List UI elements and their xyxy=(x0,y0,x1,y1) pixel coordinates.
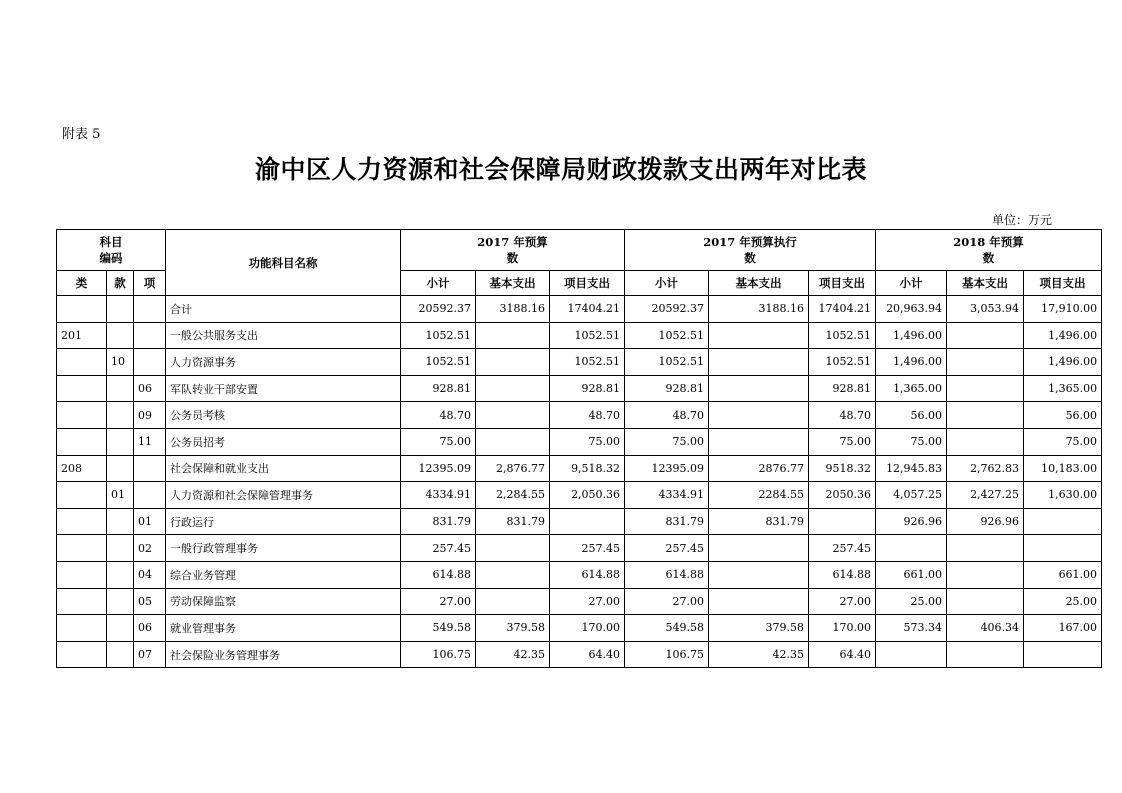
name-column-header: 功能科目名称 xyxy=(166,230,401,296)
table-row xyxy=(57,375,1102,402)
amount-cell: 2,427.25 xyxy=(947,482,1024,509)
amount-cell: 27.00 xyxy=(401,588,476,615)
amount-cell: 2050.36 xyxy=(809,482,876,509)
amount-cell: 1,496.00 xyxy=(876,322,947,349)
function-name-cell: 军队转业干部安置 xyxy=(166,375,401,402)
amount-cell xyxy=(1024,641,1102,668)
amount-cell: 2284.55 xyxy=(709,482,809,509)
kuan-code-cell xyxy=(107,455,134,482)
amount-cell: 20,963.94 xyxy=(876,296,947,323)
amount-cell: 25.00 xyxy=(1024,588,1102,615)
function-name-cell: 公务员考核 xyxy=(166,402,401,429)
table-row xyxy=(57,455,1102,482)
function-name-cell: 人力资源事务 xyxy=(166,349,401,376)
xiang-code-cell: 02 xyxy=(134,535,166,562)
function-name-cell: 社会保险业务管理事务 xyxy=(166,641,401,668)
amount-cell: 64.40 xyxy=(550,641,625,668)
amount-cell xyxy=(947,349,1024,376)
amount-cell: 56.00 xyxy=(1024,402,1102,429)
function-name-cell: 社会保障和就业支出 xyxy=(166,455,401,482)
class-code-cell xyxy=(57,428,107,455)
class-header: 类 xyxy=(57,271,107,296)
subtotal-header: 小计 xyxy=(401,271,476,296)
amount-cell: 926.96 xyxy=(876,508,947,535)
class-code-cell xyxy=(57,296,107,323)
amount-cell: 170.00 xyxy=(809,615,876,642)
amount-cell: 928.81 xyxy=(809,375,876,402)
budget-comparison-table xyxy=(56,229,1102,668)
amount-cell xyxy=(1024,535,1102,562)
amount-cell: 1052.51 xyxy=(550,349,625,376)
annex-label: 附表 5 xyxy=(62,127,101,142)
amount-cell: 75.00 xyxy=(625,428,709,455)
amount-cell xyxy=(709,428,809,455)
amount-cell: 9518.32 xyxy=(809,455,876,482)
amount-cell: 1,496.00 xyxy=(1024,322,1102,349)
function-name-cell: 公务员招考 xyxy=(166,428,401,455)
amount-cell xyxy=(947,375,1024,402)
amount-cell: 17404.21 xyxy=(550,296,625,323)
amount-cell: 75.00 xyxy=(550,428,625,455)
amount-cell xyxy=(476,535,550,562)
amount-cell xyxy=(947,402,1024,429)
amount-cell xyxy=(476,428,550,455)
function-name-cell: 综合业务管理 xyxy=(166,561,401,588)
amount-cell: 661.00 xyxy=(876,561,947,588)
amount-cell: 42.35 xyxy=(476,641,550,668)
function-name-cell: 劳动保障监察 xyxy=(166,588,401,615)
function-name-cell: 行政运行 xyxy=(166,508,401,535)
table-body xyxy=(57,296,1102,668)
amount-cell: 9,518.32 xyxy=(550,455,625,482)
amount-cell: 75.00 xyxy=(1024,428,1102,455)
xiang-code-cell: 06 xyxy=(134,615,166,642)
amount-cell xyxy=(709,535,809,562)
amount-cell: 3,053.94 xyxy=(947,296,1024,323)
unit-label: 单位：万元 xyxy=(992,213,1053,227)
class-code-cell xyxy=(57,561,107,588)
kuan-code-cell xyxy=(107,641,134,668)
amount-cell: 831.79 xyxy=(625,508,709,535)
amount-cell: 27.00 xyxy=(809,588,876,615)
amount-cell xyxy=(709,561,809,588)
amount-cell: 2,050.36 xyxy=(550,482,625,509)
amount-cell: 1,496.00 xyxy=(876,349,947,376)
kuan-code-cell: 01 xyxy=(107,482,134,509)
amount-cell xyxy=(947,588,1024,615)
kuan-code-cell: 10 xyxy=(107,349,134,376)
amount-cell: 170.00 xyxy=(550,615,625,642)
amount-cell: 614.88 xyxy=(550,561,625,588)
xiang-code-cell: 06 xyxy=(134,375,166,402)
amount-cell: 167.00 xyxy=(1024,615,1102,642)
xiang-code-cell xyxy=(134,482,166,509)
class-code-cell xyxy=(57,535,107,562)
amount-cell: 48.70 xyxy=(625,402,709,429)
amount-cell xyxy=(476,349,550,376)
class-code-cell xyxy=(57,588,107,615)
class-code-cell xyxy=(57,508,107,535)
amount-cell xyxy=(476,322,550,349)
xiang-code-cell xyxy=(134,296,166,323)
kuan-code-cell xyxy=(107,296,134,323)
amount-cell: 48.70 xyxy=(809,402,876,429)
amount-cell: 1,365.00 xyxy=(1024,375,1102,402)
amount-cell: 928.81 xyxy=(401,375,476,402)
basic-expense-header: 基本支出 xyxy=(947,271,1024,296)
amount-cell: 831.79 xyxy=(401,508,476,535)
table-row xyxy=(57,482,1102,509)
amount-cell: 1052.51 xyxy=(550,322,625,349)
project-expense-header: 项目支出 xyxy=(1024,271,1102,296)
kuan-code-cell xyxy=(107,322,134,349)
amount-cell: 48.70 xyxy=(550,402,625,429)
amount-cell xyxy=(876,535,947,562)
amount-cell xyxy=(876,641,947,668)
amount-cell xyxy=(476,588,550,615)
xiang-code-cell: 01 xyxy=(134,508,166,535)
amount-cell xyxy=(476,375,550,402)
amount-cell: 1,365.00 xyxy=(876,375,947,402)
amount-cell: 64.40 xyxy=(809,641,876,668)
kuan-code-cell xyxy=(107,508,134,535)
amount-cell: 56.00 xyxy=(876,402,947,429)
table-row xyxy=(57,561,1102,588)
class-code-cell xyxy=(57,482,107,509)
function-name-cell: 人力资源和社会保障管理事务 xyxy=(166,482,401,509)
amount-cell xyxy=(947,641,1024,668)
project-expense-header: 项目支出 xyxy=(550,271,625,296)
xiang-header: 项 xyxy=(134,271,166,296)
amount-cell: 406.34 xyxy=(947,615,1024,642)
table-row xyxy=(57,296,1102,323)
class-code-cell xyxy=(57,375,107,402)
kuan-header: 款 xyxy=(107,271,134,296)
class-code-cell xyxy=(57,641,107,668)
xiang-code-cell xyxy=(134,455,166,482)
table-row xyxy=(57,535,1102,562)
class-code-cell xyxy=(57,402,107,429)
amount-cell: 379.58 xyxy=(476,615,550,642)
amount-cell: 379.58 xyxy=(709,615,809,642)
amount-cell: 257.45 xyxy=(809,535,876,562)
amount-cell: 1052.51 xyxy=(625,349,709,376)
amount-cell xyxy=(947,428,1024,455)
basic-expense-header: 基本支出 xyxy=(709,271,809,296)
amount-cell: 12395.09 xyxy=(401,455,476,482)
amount-cell: 926.96 xyxy=(947,508,1024,535)
subtotal-header: 小计 xyxy=(876,271,947,296)
amount-cell xyxy=(550,508,625,535)
amount-cell: 831.79 xyxy=(709,508,809,535)
amount-cell xyxy=(947,535,1024,562)
function-name-cell: 一般行政管理事务 xyxy=(166,535,401,562)
amount-cell: 257.45 xyxy=(550,535,625,562)
amount-cell: 20592.37 xyxy=(625,296,709,323)
page-title: 渝中区人力资源和社会保障局财政拨款支出两年对比表 xyxy=(254,155,867,184)
amount-cell: 1052.51 xyxy=(401,349,476,376)
code-group-header: 科目 编码 xyxy=(57,230,166,271)
amount-cell: 27.00 xyxy=(625,588,709,615)
group-header-2018-budget: 2018 年预算 数 xyxy=(876,230,1102,271)
amount-cell: 928.81 xyxy=(625,375,709,402)
amount-cell xyxy=(947,322,1024,349)
amount-cell: 10,183.00 xyxy=(1024,455,1102,482)
table-row xyxy=(57,641,1102,668)
amount-cell: 42.35 xyxy=(709,641,809,668)
amount-cell: 2876.77 xyxy=(709,455,809,482)
table-row xyxy=(57,615,1102,642)
kuan-code-cell xyxy=(107,561,134,588)
amount-cell: 106.75 xyxy=(401,641,476,668)
amount-cell: 2,876.77 xyxy=(476,455,550,482)
amount-cell: 4334.91 xyxy=(401,482,476,509)
amount-cell xyxy=(476,402,550,429)
amount-cell: 2,762.83 xyxy=(947,455,1024,482)
amount-cell xyxy=(709,588,809,615)
amount-cell xyxy=(709,402,809,429)
amount-cell: 1052.51 xyxy=(401,322,476,349)
xiang-code-cell: 07 xyxy=(134,641,166,668)
amount-cell: 75.00 xyxy=(401,428,476,455)
amount-cell: 48.70 xyxy=(401,402,476,429)
amount-cell xyxy=(709,375,809,402)
amount-cell: 614.88 xyxy=(809,561,876,588)
amount-cell: 257.45 xyxy=(625,535,709,562)
amount-cell: 614.88 xyxy=(625,561,709,588)
xiang-code-cell: 09 xyxy=(134,402,166,429)
kuan-code-cell xyxy=(107,428,134,455)
kuan-code-cell xyxy=(107,402,134,429)
amount-cell: 25.00 xyxy=(876,588,947,615)
amount-cell: 17,910.00 xyxy=(1024,296,1102,323)
table-row xyxy=(57,428,1102,455)
xiang-code-cell xyxy=(134,349,166,376)
function-name-cell: 就业管理事务 xyxy=(166,615,401,642)
table-row xyxy=(57,402,1102,429)
amount-cell: 75.00 xyxy=(809,428,876,455)
amount-cell: 4334.91 xyxy=(625,482,709,509)
amount-cell: 614.88 xyxy=(401,561,476,588)
amount-cell: 3188.16 xyxy=(476,296,550,323)
kuan-code-cell xyxy=(107,615,134,642)
amount-cell: 573.34 xyxy=(876,615,947,642)
amount-cell xyxy=(709,349,809,376)
subtotal-header: 小计 xyxy=(625,271,709,296)
class-code-cell: 208 xyxy=(57,455,107,482)
amount-cell: 549.58 xyxy=(401,615,476,642)
amount-cell: 4,057.25 xyxy=(876,482,947,509)
class-code-cell: 201 xyxy=(57,322,107,349)
amount-cell: 1,496.00 xyxy=(1024,349,1102,376)
group-header-2017-budget: 2017 年预算 数 xyxy=(401,230,625,271)
amount-cell: 549.58 xyxy=(625,615,709,642)
xiang-code-cell: 11 xyxy=(134,428,166,455)
basic-expense-header: 基本支出 xyxy=(476,271,550,296)
table-row xyxy=(57,588,1102,615)
amount-cell xyxy=(809,508,876,535)
function-name-cell: 合计 xyxy=(166,296,401,323)
amount-cell xyxy=(1024,508,1102,535)
amount-cell: 2,284.55 xyxy=(476,482,550,509)
table-row xyxy=(57,349,1102,376)
xiang-code-cell: 05 xyxy=(134,588,166,615)
amount-cell: 661.00 xyxy=(1024,561,1102,588)
amount-cell: 20592.37 xyxy=(401,296,476,323)
kuan-code-cell xyxy=(107,535,134,562)
amount-cell: 106.75 xyxy=(625,641,709,668)
amount-cell: 1052.51 xyxy=(625,322,709,349)
function-name-cell: 一般公共服务支出 xyxy=(166,322,401,349)
group-header-2017-execution: 2017 年预算执行 数 xyxy=(625,230,876,271)
amount-cell: 17404.21 xyxy=(809,296,876,323)
class-code-cell xyxy=(57,349,107,376)
amount-cell: 831.79 xyxy=(476,508,550,535)
project-expense-header: 项目支出 xyxy=(809,271,876,296)
xiang-code-cell: 04 xyxy=(134,561,166,588)
amount-cell xyxy=(476,561,550,588)
class-code-cell xyxy=(57,615,107,642)
amount-cell: 1,630.00 xyxy=(1024,482,1102,509)
amount-cell: 3188.16 xyxy=(709,296,809,323)
amount-cell: 257.45 xyxy=(401,535,476,562)
amount-cell: 27.00 xyxy=(550,588,625,615)
table-row xyxy=(57,508,1102,535)
amount-cell: 1052.51 xyxy=(809,349,876,376)
kuan-code-cell xyxy=(107,375,134,402)
table-row xyxy=(57,322,1102,349)
xiang-code-cell xyxy=(134,322,166,349)
amount-cell: 928.81 xyxy=(550,375,625,402)
amount-cell: 12,945.83 xyxy=(876,455,947,482)
amount-cell: 75.00 xyxy=(876,428,947,455)
kuan-code-cell xyxy=(107,588,134,615)
amount-cell: 1052.51 xyxy=(809,322,876,349)
amount-cell xyxy=(709,322,809,349)
amount-cell xyxy=(947,561,1024,588)
amount-cell: 12395.09 xyxy=(625,455,709,482)
